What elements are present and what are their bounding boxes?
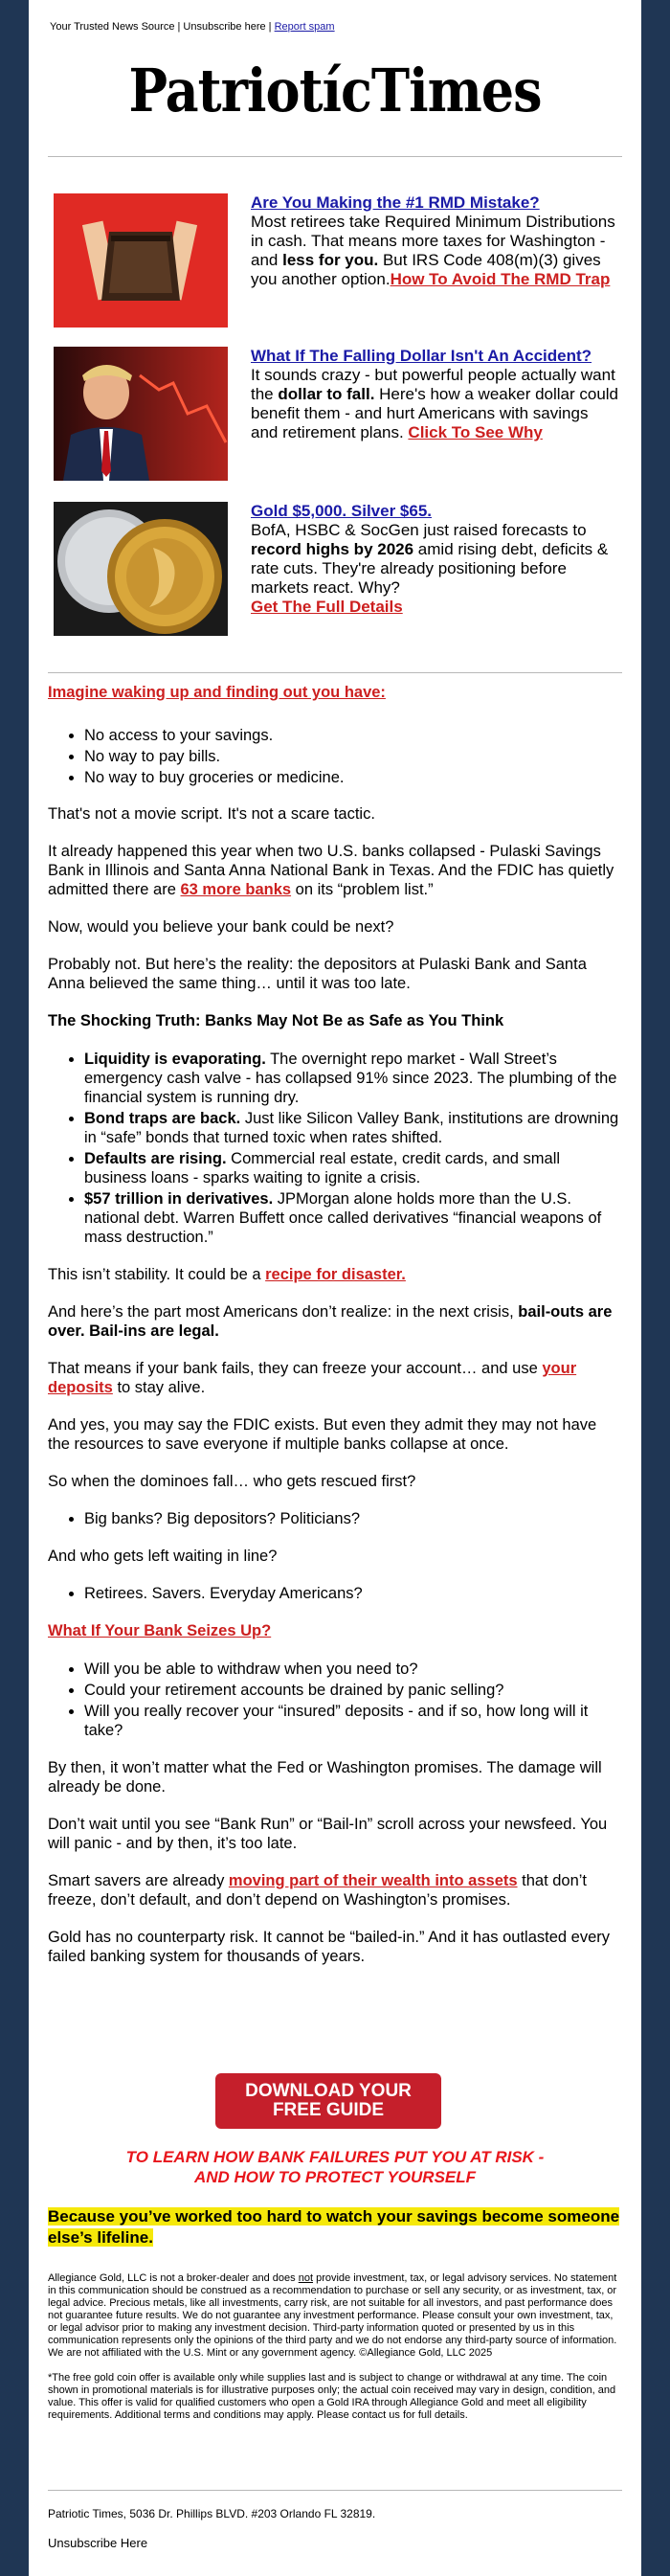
story-gold-bold: record highs by 2026 xyxy=(251,540,414,558)
disclaimer-paragraph xyxy=(48,2272,622,2360)
paragraph: And who gets left waiting in line? xyxy=(48,1548,278,1565)
list-item-text: JPMorgan alone holds more than the U.S. national debt. Warren Buffett once called derivatives “financial weapons of mass destruction.” xyxy=(84,1190,602,1246)
story-gold-body: BofA, HSBC & SocGen just raised forecasts to xyxy=(251,521,587,539)
your-deposits-link[interactable]: your deposits xyxy=(48,1360,577,1396)
paragraph xyxy=(48,1359,622,1397)
list-item xyxy=(84,1050,622,1107)
headline-imagine: Imagine waking up and finding out you have: xyxy=(48,684,386,701)
unsubscribe-link[interactable]: Unsubscribe Here xyxy=(48,2536,148,2550)
paragraph-bold: bail-outs are over. Bail-ins are legal. xyxy=(48,1303,613,1340)
article-body xyxy=(48,683,622,1966)
headline-bank-seizes: What If Your Bank Seizes Up? xyxy=(48,1622,272,1639)
story-rmd xyxy=(54,193,618,337)
top-bar-text: Your Trusted News Source | Unsubscribe here | xyxy=(50,21,272,33)
list-questions xyxy=(48,1660,622,1740)
disclaimer xyxy=(48,2272,622,2422)
download-guide-button[interactable] xyxy=(215,2073,441,2129)
story-dollar-bold: dollar to fall. xyxy=(278,385,375,403)
paragraph: Don’t wait until you see “Bank Run” or “Bail-In” scroll across your newsfeed. You will panic - and by then, it’s too late. xyxy=(48,1816,608,1852)
empty-wallet-image[interactable] xyxy=(54,193,228,328)
paragraph-text: And here’s the part most Americans don’t realize: in the next crisis, xyxy=(48,1303,519,1321)
story-rmd-title[interactable]: Are You Making the #1 RMD Mistake? xyxy=(251,193,540,212)
disclaimer-text: provide investment, tax, or legal advisory services. No statement in this communication should be construed as a recommendation to purchase or sell any security, or as investment, tax, or legal advice. Precious metals, like all investments, carry risk, are not suitable for all investors, and past performance does not guarantee future results. We do not guarantee any investment performance. Please consult your own investment, tax, or legal advisor prior to making any investment decision. Third-party information quoted or presented by us in this communication represents only the opinions of the third party and we do not endorse any third-party source of information. We are not affiliated with the U.S. Mint or any government agency. ©Allegiance Gold, LLC 2025 xyxy=(48,2272,617,2359)
subhead-shocking-truth: The Shocking Truth: Banks May Not Be as Safe as You Think xyxy=(48,1012,504,1029)
story-rmd-body-post: But IRS Code 408(m)(3) gives you another option. xyxy=(251,251,601,288)
paragraph: Probably not. But here’s the reality: the depositors at Pulaski Bank and Santa Anna believed the same thing… until it was too late. xyxy=(48,956,587,992)
paragraph: By then, it won’t matter what the Fed or Washington promises. The damage will already be done. xyxy=(48,1759,602,1796)
story-dollar-body-post: Here's how a weaker dollar could benefit them - and hurt Americans with savings and retirement plans. xyxy=(251,385,619,441)
list-item: • Will you be able to withdraw when you need to? xyxy=(84,1660,622,1679)
list-item: • No access to your savings. xyxy=(84,726,622,745)
divider xyxy=(48,2490,622,2491)
story-gold-title[interactable]: Gold $5,000. Silver $65. xyxy=(251,502,433,520)
paragraph: Now, would you believe your bank could be next? xyxy=(48,918,394,936)
story-rmd-text xyxy=(251,193,619,289)
recipe-disaster-link[interactable]: recipe for disaster. xyxy=(265,1266,406,1283)
list-no-access xyxy=(48,726,622,787)
paragraph-text: It already happened this year when two U.S. banks collapsed - Pulaski Savings Bank in Illinois and Santa Anna National Bank in Texas. And the FDIC has quietly admitted there are xyxy=(48,843,614,898)
paragraph-text: that don’t freeze, don’t default, and don’t depend on Washington’s promises. xyxy=(48,1872,588,1909)
paragraph-text: Smart savers are already xyxy=(48,1872,229,1889)
list-item-text: The overnight repo market - Wall Street’s emergency cash valve - has collapsed 91% since 2023. The plumbing of the financial system is running dry. xyxy=(84,1051,617,1106)
cta-red-line2: AND HOW TO PROTECT YOURSELF xyxy=(193,2168,477,2186)
divider xyxy=(48,156,622,157)
report-spam-link[interactable]: Report spam xyxy=(274,21,335,33)
list-item-bold: Bond traps are back. xyxy=(84,1110,241,1127)
story-gold-text xyxy=(251,502,619,617)
paragraph-text: That means if your bank fails, they can freeze your account… and use xyxy=(48,1360,543,1377)
paragraph-text: to stay alive. xyxy=(112,1379,206,1396)
disclaimer-text: Allegiance Gold, LLC is not a broker-dealer and does xyxy=(48,2272,299,2284)
email-container xyxy=(29,0,641,2576)
story-dollar-link[interactable]: Click To See Why xyxy=(408,423,543,441)
button-label-line2: FREE GUIDE xyxy=(272,2100,385,2120)
paragraph xyxy=(48,1871,622,1909)
story-dollar-text xyxy=(251,347,619,442)
top-bar xyxy=(50,21,335,33)
list-item: • No way to buy groceries or medicine. xyxy=(84,768,622,787)
list-item xyxy=(84,1109,622,1147)
divider xyxy=(48,672,622,673)
site-logo[interactable]: PatriotícTimes xyxy=(128,55,542,125)
list-item xyxy=(84,1149,622,1187)
problem-banks-link[interactable]: 63 more banks xyxy=(180,881,292,898)
list-item-bold: Defaults are rising. xyxy=(84,1150,227,1167)
list-item: • Could your retirement accounts be drained by panic selling? xyxy=(84,1681,622,1700)
story-dollar-body: It sounds crazy - but powerful people actually want the xyxy=(251,366,615,403)
list-truths xyxy=(48,1050,622,1247)
story-gold-link[interactable]: Get The Full Details xyxy=(251,598,403,616)
disclaimer-paragraph: *The free gold coin offer is available only while supplies last and is subject to change or withdrawal at any time. The coin shown in promotional materials is for illustrative purposes only; the actual coin received may vary in design, condition, and value. This offer is valid for qualified customers who open a Gold IRA through Allegiance Gold and meet all eligibility requirements. Additional terms and conditions may apply. Please contact us for full details. xyxy=(48,2372,616,2421)
list-item: • Will you really recover your “insured” deposits - and if so, how long will it take? xyxy=(84,1702,622,1740)
highlight-span: Because you’ve worked too hard to watch your savings become someone else’s lifeline. xyxy=(48,2207,620,2247)
paragraph-text: This isn’t stability. It could be a xyxy=(48,1266,266,1283)
list-item-bold: Liquidity is evaporating. xyxy=(84,1051,266,1068)
story-gold xyxy=(54,502,618,645)
list-waiting xyxy=(48,1584,622,1603)
story-rmd-body: Most retirees take Required Minimum Distributions in cash. That means more taxes for Washington - and xyxy=(251,213,615,269)
button-label-line1: DOWNLOAD YOUR xyxy=(245,2081,412,2101)
paragraph: So when the dominoes fall… who gets rescued first? xyxy=(48,1473,416,1490)
list-rescued xyxy=(48,1509,622,1528)
paragraph xyxy=(48,1302,622,1341)
disclaimer-underlined: not xyxy=(298,2272,314,2284)
trump-dollar-image[interactable] xyxy=(54,347,228,481)
wealth-assets-link[interactable]: moving part of their wealth into assets xyxy=(228,1872,518,1889)
paragraph: Gold has no counterparty risk. It cannot be “bailed-in.” And it has outlasted every failed banking system for thousands of years. xyxy=(48,1929,610,1965)
list-item xyxy=(84,1189,622,1247)
gold-silver-coins-image[interactable] xyxy=(54,502,228,636)
paragraph: That's not a movie script. It's not a scare tactic. xyxy=(48,805,375,823)
story-gold-body-post: amid rising debt, deficits & rate cuts. They're already positioning before markets react. Why? xyxy=(251,540,609,597)
list-item: • No way to pay bills. xyxy=(84,747,622,766)
paragraph-text: on its “problem list.” xyxy=(291,881,434,898)
footer-address: Patriotic Times, 5036 Dr. Phillips BLVD. #203 Orlando FL 32819. xyxy=(48,2507,376,2520)
story-rmd-link[interactable]: How To Avoid The RMD Trap xyxy=(390,270,611,288)
list-item: • Big banks? Big depositors? Politicians? xyxy=(84,1509,622,1528)
paragraph-banks-collapsed xyxy=(48,842,622,899)
highlight-text xyxy=(48,2206,622,2248)
story-dollar-title[interactable]: What If The Falling Dollar Isn't An Accident? xyxy=(251,347,592,365)
list-item: • Retirees. Savers. Everyday Americans? xyxy=(84,1584,622,1603)
list-item-text: Commercial real estate, credit cards, and small business loans - sparks waiting to ignite a crisis. xyxy=(84,1150,561,1186)
paragraph: And yes, you may say the FDIC exists. But even they admit they may not have the resources to save everyone if multiple banks collapse at once. xyxy=(48,1416,597,1453)
paragraph xyxy=(48,1265,622,1284)
story-rmd-bold: less for you. xyxy=(282,251,379,269)
story-dollar xyxy=(54,347,618,490)
list-item-text: Just like Silicon Valley Bank, institutions are drowning in “safe” bonds that turned toxic when rates shifted. xyxy=(84,1110,619,1146)
cta-red-line1: TO LEARN HOW BANK FAILURES PUT YOU AT RISK - xyxy=(125,2148,545,2166)
cta-red-text xyxy=(29,2147,641,2187)
list-item-bold: $57 trillion in derivatives. xyxy=(84,1190,274,1208)
